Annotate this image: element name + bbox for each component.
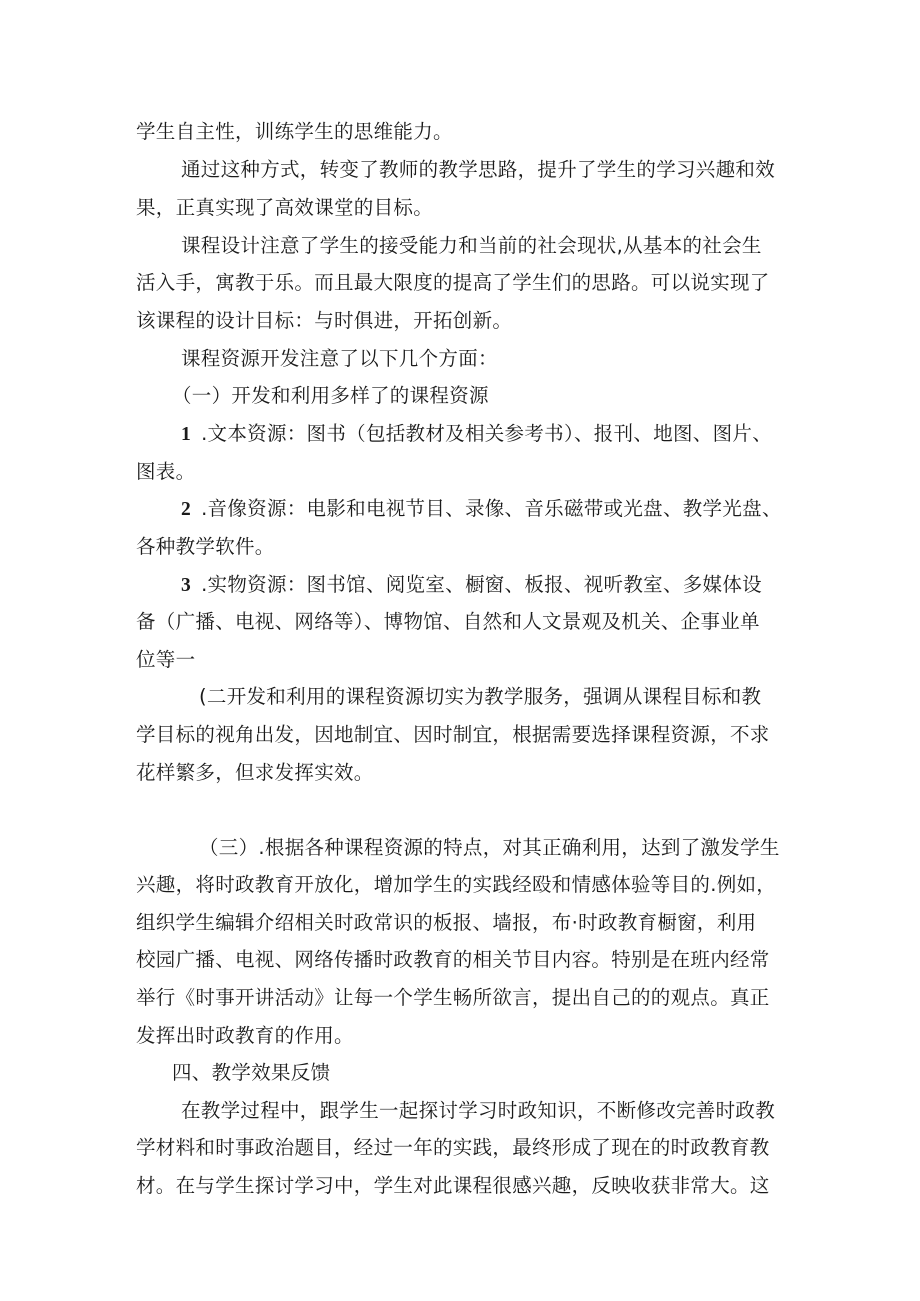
text-line: 校园广播、电视、网络传播时政教育的相关节目内容。特别是在班内经常 xyxy=(136,948,770,971)
section-heading: （三）.根据各种课程资源的特点，对其正确利用，达到了激发学生 xyxy=(199,836,780,859)
text-line: 通过这种方式，转变了教师的教学思路，提升了学生的学习兴趣和效 xyxy=(181,158,776,181)
text-line: 兴趣，将时政教育开放化，增加学生的实践经殴和情感体验等目的.例如， xyxy=(136,873,777,896)
section-heading: （一）开发和利用多样了的课程资源 xyxy=(172,384,489,407)
text-line: 发挥出时政教育的作用。 xyxy=(136,1024,354,1047)
section-heading: (二开发和利用的课程资源切实为教学服务，强调从课程目标和教 xyxy=(199,685,762,708)
text-line: 组织学生编辑介绍相关时政常识的板报、墙报，布·时政教育橱窗，利用 xyxy=(136,911,757,934)
section-heading: 四、教学效果反馈 xyxy=(172,1061,331,1084)
text-line: 课程资源开发注意了以下几个方面： xyxy=(181,347,498,370)
text-line: 该课程的设计目标：与时俱进，开拓创新。 xyxy=(136,309,513,332)
text-line: 花样繁多，但求发挥实效。 xyxy=(136,761,374,784)
item-number: 1 xyxy=(181,424,192,445)
text-line: 图表。 xyxy=(136,460,196,483)
text-line: 举行《时事开讲活动》让每一个学生畅所欲言，提出自己的的观点。真正 xyxy=(136,986,770,1009)
text-line: 学目标的视角出发，因地制宜、因时制宜，根据需要选择课程资源，不求 xyxy=(136,723,770,746)
text-line: .文本资源：图书（包括教材及相关参考书）、报刊、地图、图片、 xyxy=(201,422,773,445)
text-line: 在教学过程中，跟学生一起探讨学习时政知识，不断修改完善时政教 xyxy=(181,1099,776,1122)
list-item-1 xyxy=(181,422,772,447)
list-item-3 xyxy=(181,573,762,598)
list-item-2 xyxy=(181,497,782,522)
item-number: 3 xyxy=(181,575,192,596)
text-line: 各种教学软件。 xyxy=(136,535,275,558)
text-line: .音像资源：电影和电视节目、录像、音乐磁带或光盘、教学光盘、 xyxy=(201,497,782,520)
text-line: 课程设计注意了学生的接受能力和当前的社会现状,从基本的社会生 xyxy=(181,234,762,257)
text-line: 果，正真实现了高效课堂的目标。 xyxy=(136,196,434,219)
text-line: 活入手，寓教于乐。而且最大限度的提高了学生们的思路。可以说实现了 xyxy=(136,271,770,294)
text-line: 位等一 xyxy=(136,648,196,671)
text-line: 备（广播、电视、网络等）、博物馆、自然和人文景观及机关、企事业单 xyxy=(136,610,760,633)
text-line: 学材料和时事政治题目，经过一年的实践，最终形成了现在的时政教育教 xyxy=(136,1136,770,1159)
text-line: 学生自主性，训练学生的思维能力。 xyxy=(136,120,453,143)
text-line: 材。在与学生探讨学习中，学生对此课程很感兴趣，反映收获非常大。这 xyxy=(136,1174,770,1197)
text-line: .实物资源：图书馆、阅览室、橱窗、板报、视听教室、多媒体设 xyxy=(201,573,762,596)
item-number: 2 xyxy=(181,499,192,520)
